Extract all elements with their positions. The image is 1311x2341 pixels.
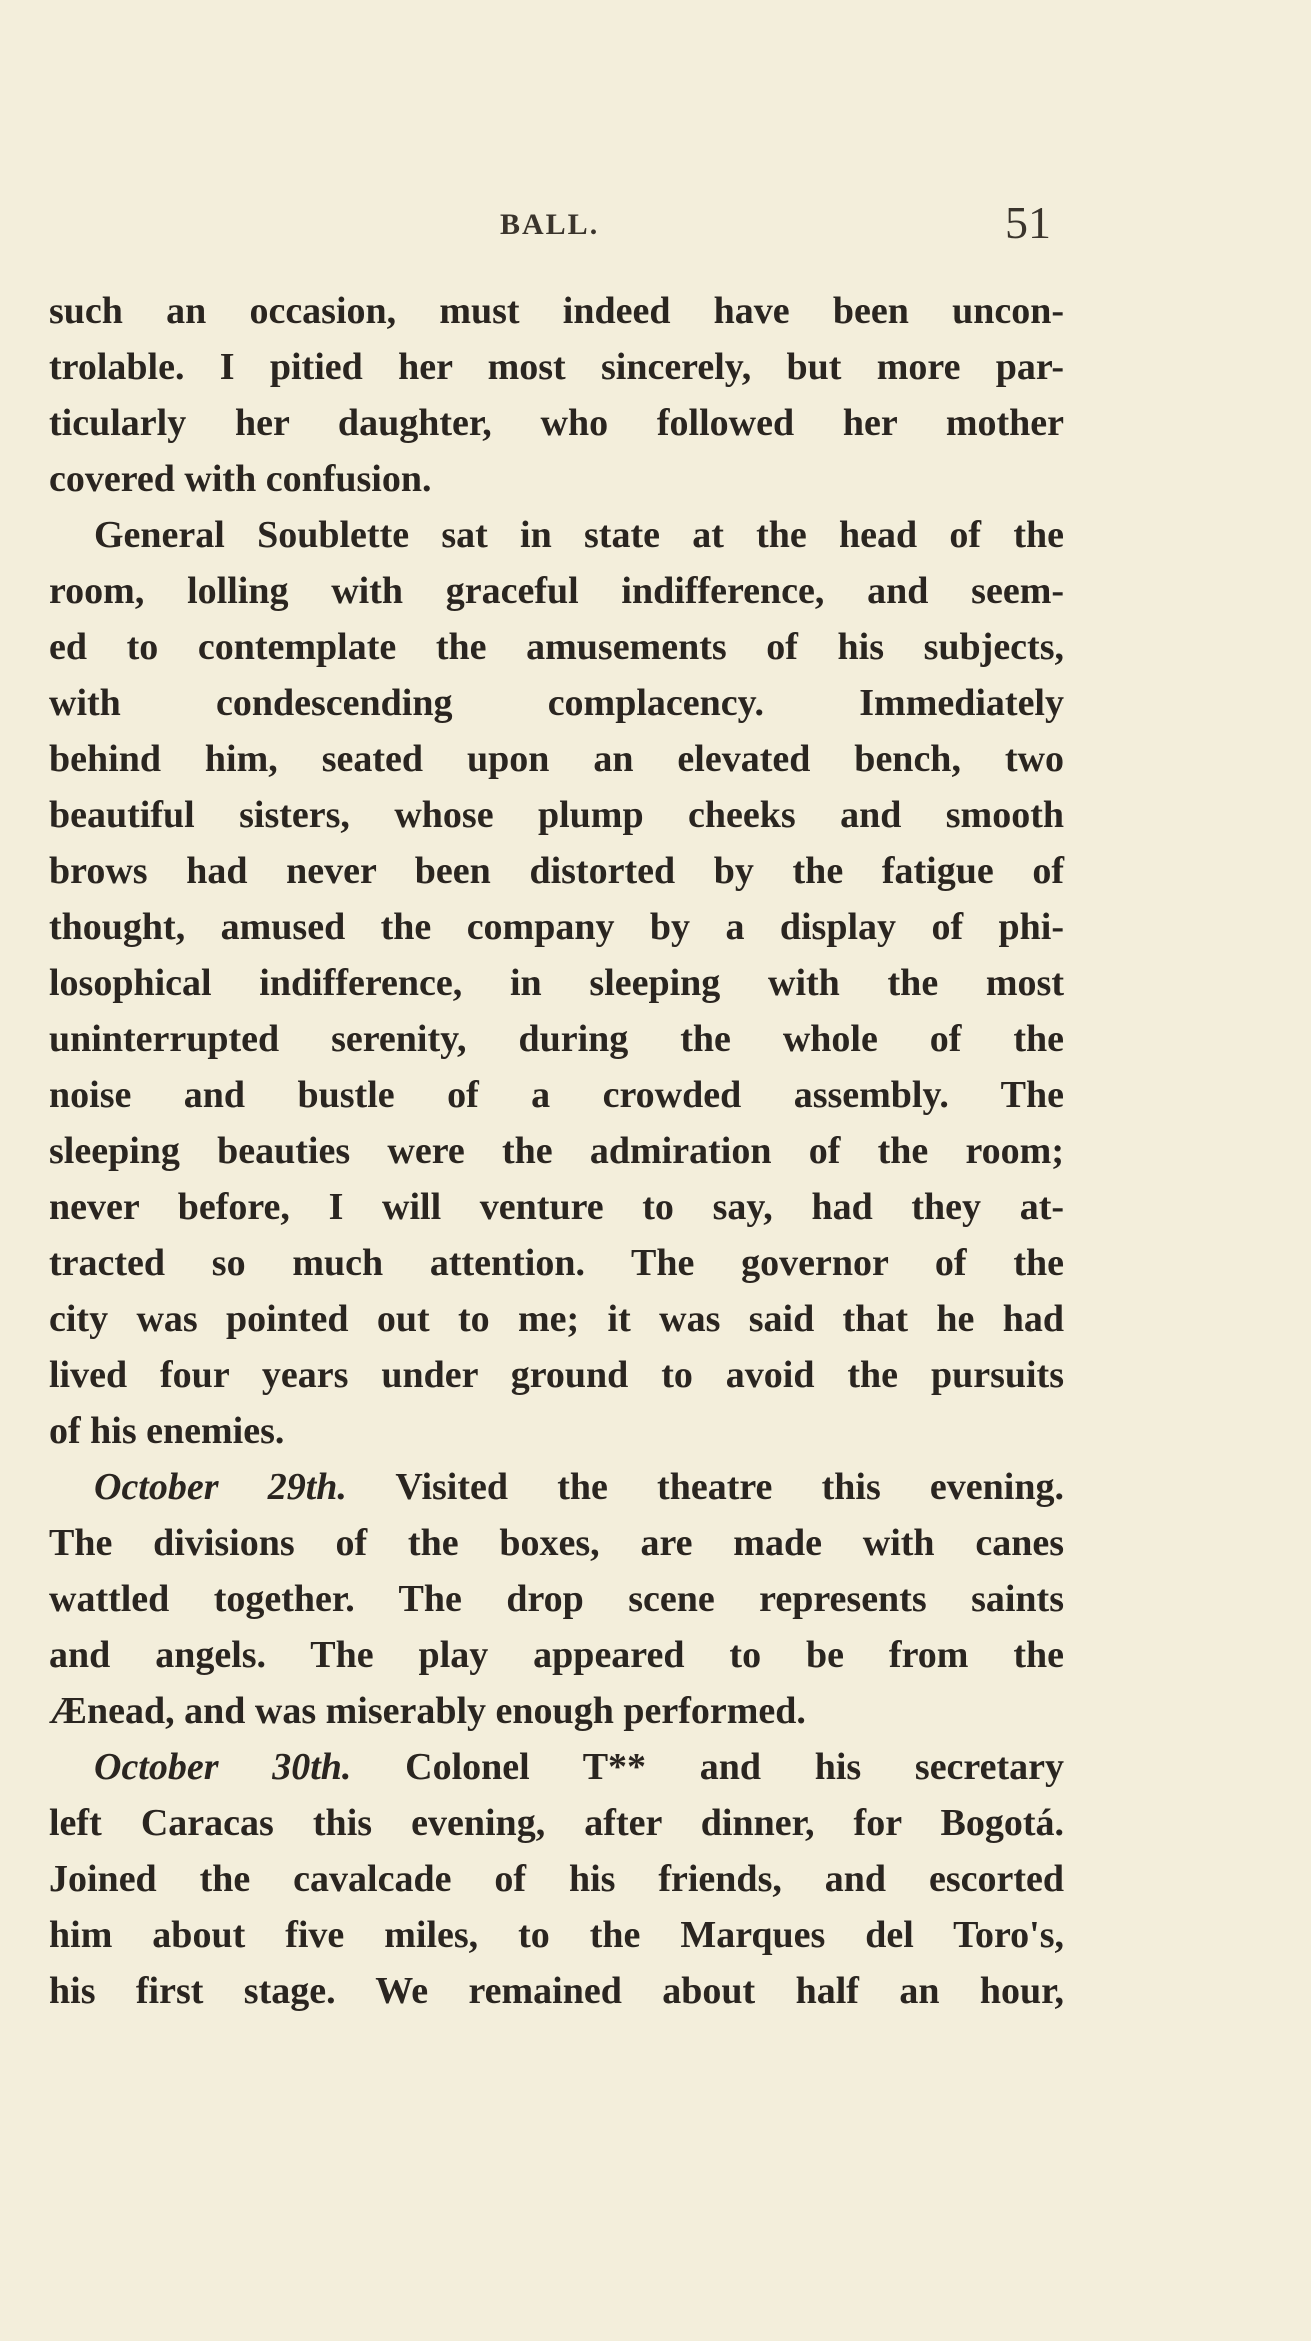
entry-date: October 30th.: [94, 1746, 352, 1788]
entry-text: Visited the theatre this evening.: [395, 1466, 1064, 1508]
text-line: ticularly her daughter, who followed her mother: [49, 402, 1064, 444]
entry-date: October 29th.: [94, 1466, 347, 1508]
text-line: losophical indifference, in sleeping with the most: [49, 962, 1064, 1004]
text-line-dated: [49, 1459, 1064, 1515]
text-line: such an occasion, must indeed have been uncon-: [49, 290, 1064, 332]
text-line: covered with confusion.: [49, 458, 432, 500]
page-number: 51: [1005, 197, 1051, 248]
text-line: Ænead, and was miserably enough performed.: [49, 1690, 806, 1732]
text-line: thought, amused the company by a display of phi-: [49, 906, 1064, 948]
text-line: behind him, seated upon an elevated bench, two: [49, 738, 1064, 780]
text-line: uninterrupted serenity, during the whole of the: [49, 1018, 1064, 1060]
text-line-dated: [49, 1739, 1064, 1795]
text-line: noise and bustle of a crowded assembly. The: [49, 1074, 1064, 1116]
text-line: and angels. The play appeared to be from the: [49, 1634, 1064, 1676]
text-line: beautiful sisters, whose plump cheeks and smooth: [49, 794, 1064, 836]
text-line: trolable. I pitied her most sincerely, but more par-: [49, 346, 1064, 388]
text-line: Joined the cavalcade of his friends, and escorted: [49, 1858, 1064, 1900]
text-line: room, lolling with graceful indifference, and seem-: [49, 570, 1064, 612]
text-line: tracted so much attention. The governor of the: [49, 1242, 1064, 1284]
body-text: [49, 283, 1064, 2019]
text-line: with condescending complacency. Immediately: [49, 682, 1064, 724]
text-line: General Soublette sat in state at the head of the: [94, 514, 1064, 556]
text-line: lived four years under ground to avoid the pursuits: [49, 1354, 1064, 1396]
running-title: BALL.: [500, 208, 600, 241]
text-line: never before, I will venture to say, had they at-: [49, 1186, 1064, 1228]
text-line: sleeping beauties were the admiration of the room;: [49, 1130, 1064, 1172]
text-line: his first stage. We remained about half an hour,: [49, 1970, 1064, 2012]
text-line: ed to contemplate the amusements of his subjects,: [49, 626, 1064, 668]
text-line: city was pointed out to me; it was said that he had: [49, 1298, 1064, 1340]
text-line: The divisions of the boxes, are made with canes: [49, 1522, 1064, 1564]
text-line: brows had never been distorted by the fatigue of: [49, 850, 1064, 892]
entry-text: Colonel T** and his secretary: [405, 1746, 1064, 1788]
text-line: him about five miles, to the Marques del Toro's,: [49, 1914, 1064, 1956]
text-line: of his enemies.: [49, 1410, 285, 1452]
running-head: [0, 196, 1311, 246]
text-line: left Caracas this evening, after dinner, for Bogotá.: [49, 1802, 1064, 1844]
text-line: wattled together. The drop scene represents saints: [49, 1578, 1064, 1620]
